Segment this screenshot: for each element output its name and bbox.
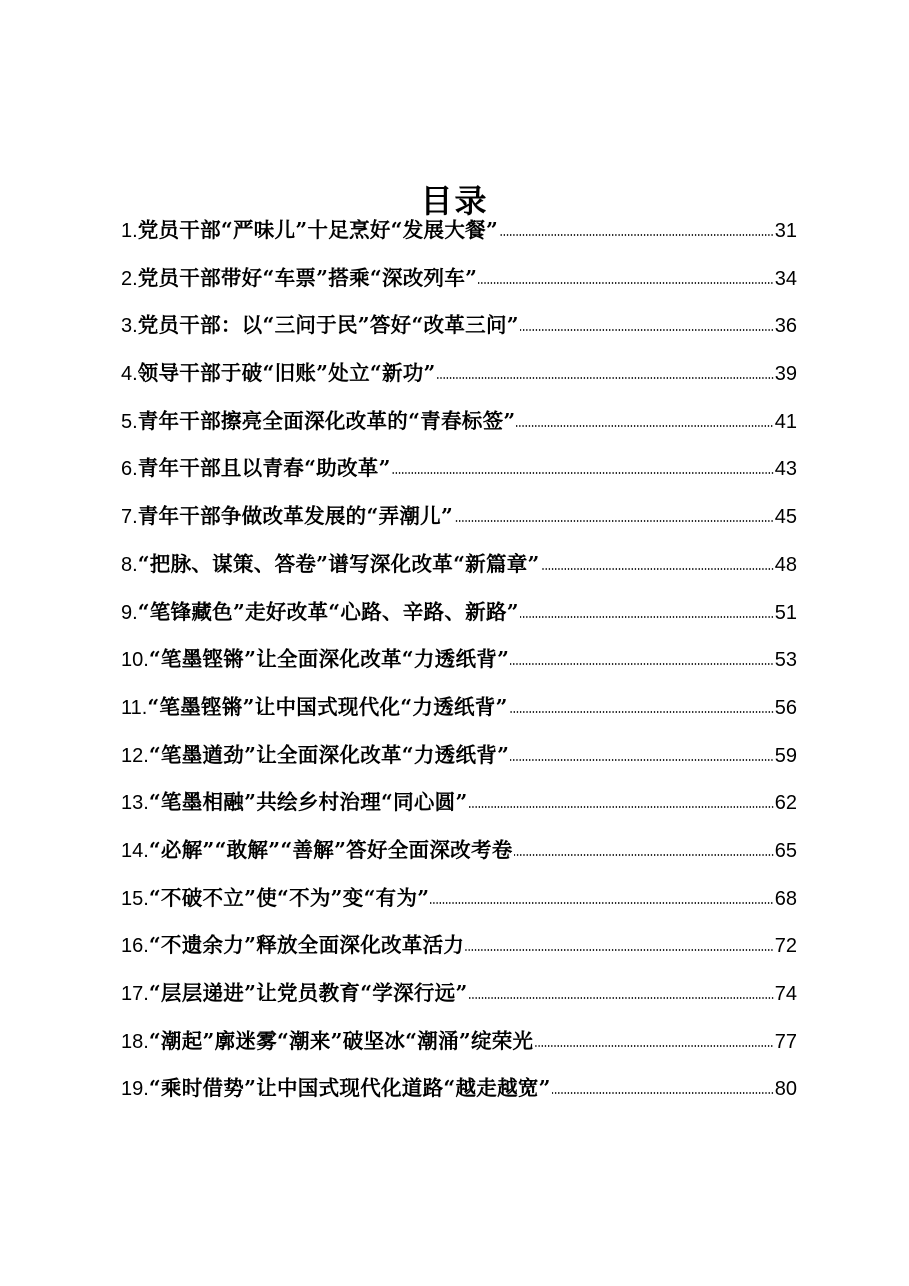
dot-leader xyxy=(499,234,774,236)
toc-entry-number: 14. xyxy=(121,839,149,862)
toc-entry-page-number: 34 xyxy=(774,267,797,290)
toc-entry[interactable] xyxy=(121,255,797,303)
toc-entry-page-number: 68 xyxy=(774,887,797,910)
toc-entry-title: “必解”“敢解”“善解”答好全面深改考卷 xyxy=(148,837,513,862)
dot-leader xyxy=(516,425,773,427)
toc-entry[interactable] xyxy=(121,779,797,827)
toc-entry-number: 10. xyxy=(121,649,149,672)
dot-leader xyxy=(430,902,773,904)
toc-entry-title: 党员干部：以“三问于民”答好“改革三问” xyxy=(137,313,519,338)
toc-entry-number: 9. xyxy=(121,601,138,624)
toc-entry-title: 领导干部于破“旧账”处立“新功” xyxy=(137,361,436,386)
toc-entry[interactable] xyxy=(121,398,797,446)
toc-entry-title: “笔墨铿锵”让全面深化改革“力透纸背” xyxy=(148,647,510,672)
toc-entry-number: 4. xyxy=(121,363,138,386)
toc-entry[interactable] xyxy=(121,827,797,875)
toc-entry-number: 7. xyxy=(121,506,138,529)
toc-entry-title: “把脉、谋策、答卷”谱写深化改革“新篇章” xyxy=(137,551,540,576)
toc-entry-page-number: 56 xyxy=(774,696,797,719)
toc-entry-title: “笔锋藏色”走好改革“心路、辛路、新路” xyxy=(137,599,519,624)
table-of-contents xyxy=(121,207,797,1113)
dot-leader xyxy=(469,806,774,808)
toc-entry-title: 青年干部争做改革发展的“弄潮儿” xyxy=(137,504,454,529)
dot-leader xyxy=(469,997,774,999)
dot-leader xyxy=(454,520,774,522)
toc-entry-page-number: 43 xyxy=(774,458,797,481)
dot-leader xyxy=(534,1045,773,1047)
toc-entry-number: 15. xyxy=(121,887,149,910)
toc-entry-title: “笔墨遒劲”让全面深化改革“力透纸背” xyxy=(148,742,510,767)
toc-entry[interactable] xyxy=(121,207,797,255)
toc-entry-page-number: 80 xyxy=(774,1078,797,1101)
toc-entry-number: 13. xyxy=(121,792,149,815)
toc-entry-page-number: 74 xyxy=(774,983,797,1005)
toc-entry-page-number: 36 xyxy=(774,315,797,338)
toc-entry-page-number: 51 xyxy=(774,601,797,624)
toc-entry[interactable] xyxy=(121,302,797,350)
dot-leader xyxy=(437,377,774,379)
toc-entry-number: 2. xyxy=(121,267,138,290)
toc-entry[interactable] xyxy=(121,1065,797,1113)
toc-entry-number: 11. xyxy=(121,696,148,719)
toc-entry-number: 3. xyxy=(121,315,138,338)
toc-entry[interactable] xyxy=(121,541,797,589)
toc-entry-title: “笔墨相融”共绘乡村治理“同心圆” xyxy=(148,790,468,815)
toc-entry-page-number: 65 xyxy=(774,839,797,862)
dot-leader xyxy=(478,282,773,284)
toc-entry-number: 5. xyxy=(121,410,138,433)
toc-entry-title: “不遗余力”释放全面深化改革活力 xyxy=(148,933,465,958)
toc-entry-page-number: 31 xyxy=(774,220,797,242)
dot-leader xyxy=(392,472,774,474)
toc-entry[interactable] xyxy=(121,732,797,780)
dot-leader xyxy=(465,949,774,951)
toc-entry-number: 16. xyxy=(121,935,149,958)
toc-entry[interactable] xyxy=(121,350,797,398)
toc-entry-page-number: 77 xyxy=(774,1030,797,1053)
toc-entry-page-number: 48 xyxy=(774,553,797,576)
toc-entry-title: “层层递进”让党员教育“学深行远” xyxy=(148,981,468,1005)
dot-leader xyxy=(520,329,774,331)
dot-leader xyxy=(514,854,774,856)
toc-entry-page-number: 59 xyxy=(774,744,797,767)
toc-entry[interactable] xyxy=(121,445,797,493)
toc-entry-title: “不破不立”使“不为”变“有为” xyxy=(148,885,430,910)
toc-entry[interactable] xyxy=(121,684,797,732)
toc-entry-title: 党员干部带好“车票”搭乘“深改列车” xyxy=(137,265,478,290)
toc-entry[interactable] xyxy=(121,636,797,684)
toc-entry-title: “乘时借势”让中国式现代化道路“越走越宽” xyxy=(148,1076,551,1101)
toc-entry-number: 17. xyxy=(121,983,149,1005)
toc-entry-title: 青年干部擦亮全面深化改革的“青春标签” xyxy=(137,408,516,433)
dot-leader xyxy=(552,1092,774,1094)
toc-entry-page-number: 53 xyxy=(774,649,797,672)
toc-entry[interactable] xyxy=(121,922,797,970)
toc-entry-page-number: 41 xyxy=(774,410,797,433)
toc-entry[interactable] xyxy=(121,589,797,637)
toc-entry-number: 8. xyxy=(121,553,138,576)
dot-leader xyxy=(510,663,774,665)
toc-entry-page-number: 72 xyxy=(774,935,797,958)
toc-entry-page-number: 39 xyxy=(774,363,797,386)
dot-leader xyxy=(541,568,774,570)
toc-entry-page-number: 62 xyxy=(774,792,797,815)
toc-entry-number: 18. xyxy=(121,1030,149,1053)
dot-leader xyxy=(510,759,774,761)
toc-entry-title: “笔墨铿锵”让中国式现代化“力透纸背” xyxy=(147,694,508,719)
toc-entry[interactable] xyxy=(121,970,797,1018)
toc-entry-number: 12. xyxy=(121,744,149,767)
toc-entry-number: 19. xyxy=(121,1078,149,1101)
toc-entry-title: 青年干部且以青春“助改革” xyxy=(137,456,391,481)
toc-entry[interactable] xyxy=(121,493,797,541)
toc-entry-title: “潮起”廓迷雾“潮来”破坚冰“潮涌”绽荣光 xyxy=(148,1028,534,1053)
toc-entry-number: 1. xyxy=(121,220,138,242)
toc-entry-title: 党员干部“严味儿”十足烹好“发展大餐” xyxy=(137,218,499,242)
page-title: 目录 xyxy=(420,182,489,221)
dot-leader xyxy=(520,616,774,618)
toc-entry[interactable] xyxy=(121,1018,797,1066)
toc-entry-number: 6. xyxy=(121,458,138,481)
toc-entry[interactable] xyxy=(121,875,797,923)
toc-entry-page-number: 45 xyxy=(774,506,797,529)
dot-leader xyxy=(509,711,774,713)
